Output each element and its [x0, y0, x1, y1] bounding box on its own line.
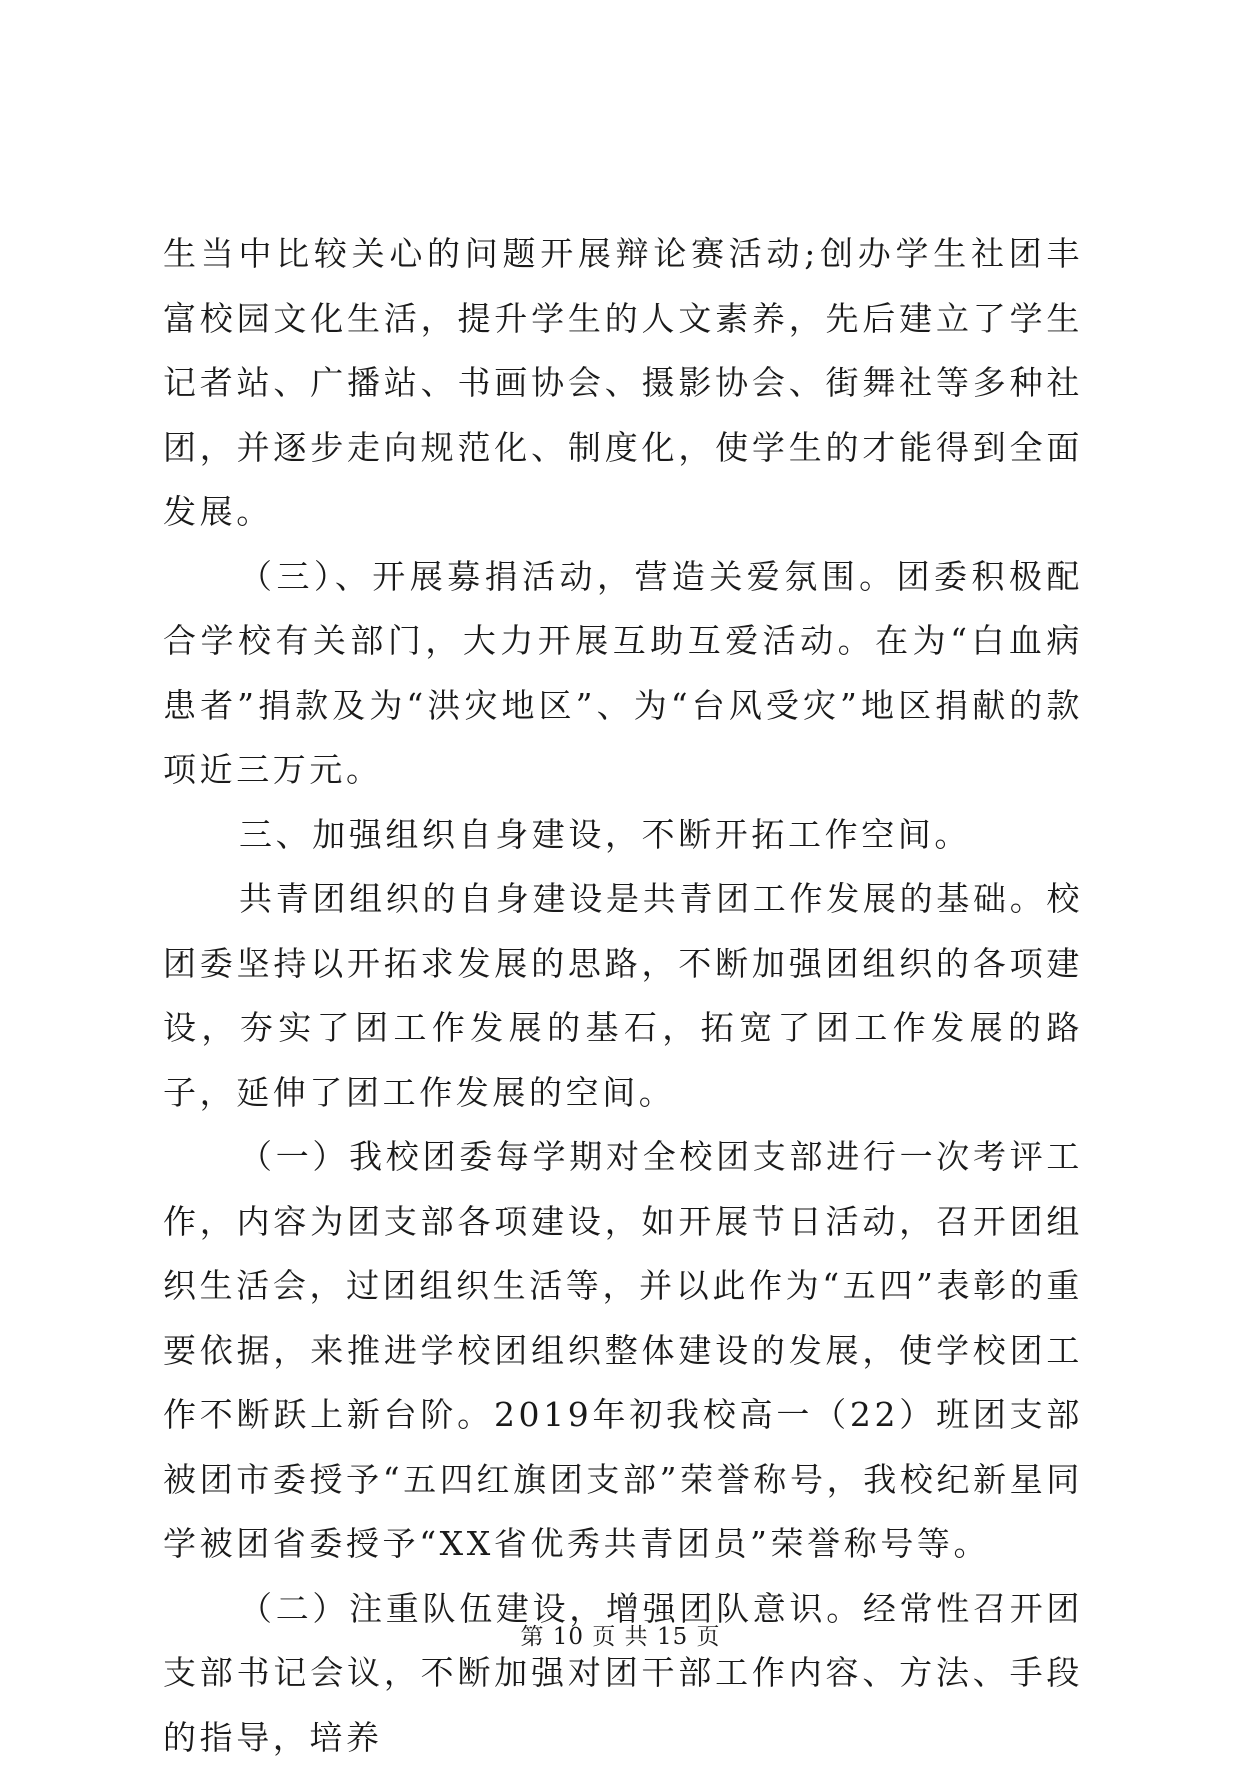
paragraph-subsection-2: （二）注重队伍建设，增强团队意识。经常性召开团支部书记会议，不断加强对团干部工作内容、方法、手段的指导，培养 — [163, 1577, 1083, 1770]
paragraph-section-3-fundraising: （三）、开展募捐活动，营造关爱氛围。团委积极配合学校有关部门，大力开展互助互爱活动。在为“白血病患者”捐款及为“洪灾地区”、为“台风受灾”地区捐献的款项近三万元。 — [163, 545, 1083, 803]
page-number-footer: 第 10 页 共 15 页 — [0, 1618, 1241, 1651]
paragraph-subsection-1: （一）我校团委每学期对全校团支部进行一次考评工作，内容为团支部各项建设，如开展节日活动，召开团组织生活会，过团组织生活等，并以此作为“五四”表彰的重要依据，来推进学校团组织整体建设的发展，使学校团工作不断跃上新台阶。2019年初我校高一（22）班团支部被团市委授予“五四红旗团支部”荣誉称号，我校纪新星同学被团省委授予“XX省优秀共青团员”荣誉称号等。 — [163, 1125, 1083, 1577]
paragraph-continuation: 生当中比较关心的问题开展辩论赛活动;创办学生社团丰富校园文化生活，提升学生的人文素养，先后建立了学生记者站、广播站、书画协会、摄影协会、街舞社等多种社团，并逐步走向规范化、制度化，使学生的才能得到全面发展。 — [163, 222, 1083, 545]
section-heading-3: 三、加强组织自身建设，不断开拓工作空间。 — [163, 803, 1083, 868]
paragraph-organization-building: 共青团组织的自身建设是共青团工作发展的基础。校团委坚持以开拓求发展的思路，不断加强团组织的各项建设，夯实了团工作发展的基石，拓宽了团工作发展的路子，延伸了团工作发展的空间。 — [163, 867, 1083, 1125]
document-body — [163, 222, 1083, 1770]
